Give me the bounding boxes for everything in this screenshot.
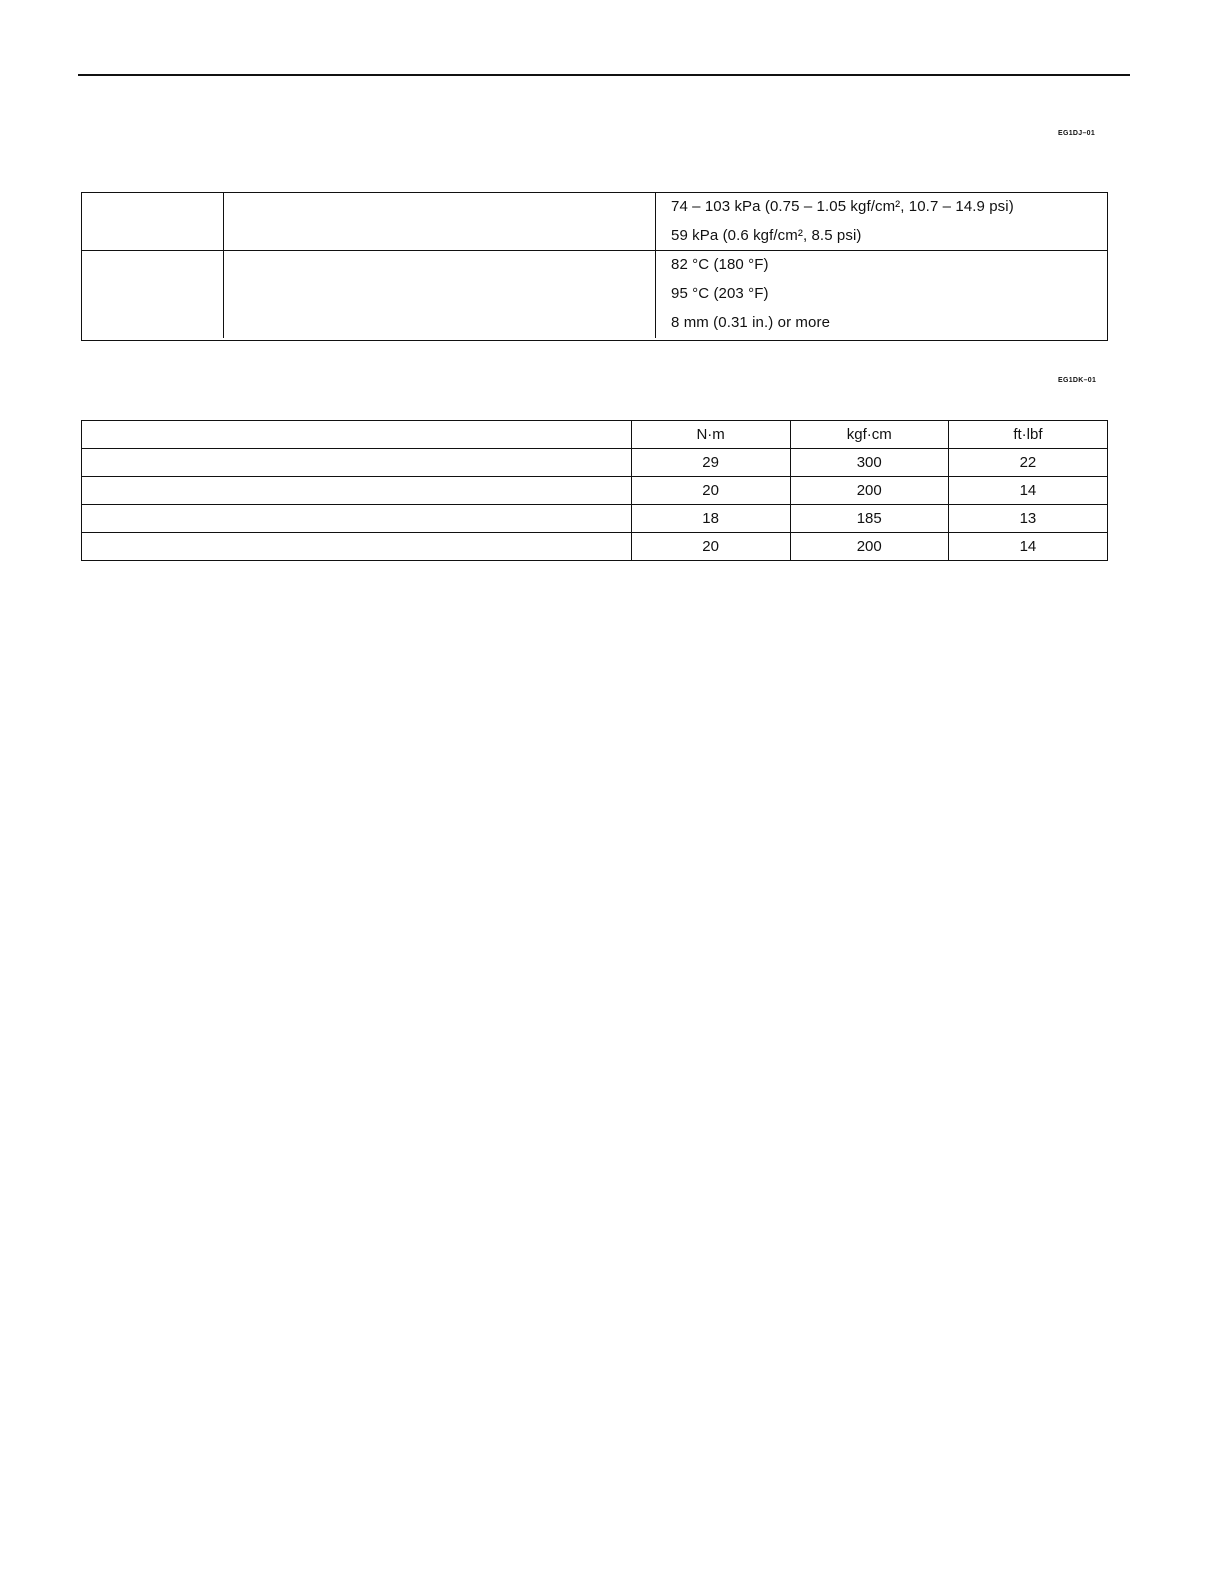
part-cell [82,477,632,505]
spec-condition-cell [223,250,656,338]
spec-value: 8 mm (0.31 in.) or more [671,314,831,331]
top-rule [78,74,1130,76]
spec-item-cell [82,193,224,250]
nm-cell: 20 [631,533,790,561]
table-row [82,505,1108,533]
part-cell [82,449,632,477]
ft-lbf-cell: 22 [948,449,1107,477]
spec-section-code: EG1DJ–01 [1058,130,1096,137]
table-row [82,449,1108,477]
kgf-cm-cell: 200 [790,477,948,505]
torque-section-code: EG1DK–01 [1058,377,1097,384]
spec-value: 82 °C (180 °F) [671,256,769,273]
nm-cell: 29 [631,449,790,477]
part-cell [82,505,632,533]
table-row [82,477,1108,505]
nm-header: N·m [631,421,790,449]
kgf-cm-cell: 185 [790,505,948,533]
torque-table [81,420,1108,561]
spec-value: 59 kPa (0.6 kgf/cm², 8.5 psi) [671,227,862,244]
table-row [82,533,1108,561]
ft-lbf-header: ft·lbf [948,421,1107,449]
torque-header-row [82,421,1108,449]
kgf-cm-cell: 200 [790,533,948,561]
spec-row [82,193,1107,251]
ft-lbf-cell: 14 [948,477,1107,505]
spec-value: 74 – 103 kPa (0.75 – 1.05 kgf/cm², 10.7 – 14.9 psi) [671,198,1014,215]
nm-cell: 20 [631,477,790,505]
part-header [82,421,632,449]
spec-value: 95 °C (203 °F) [671,285,769,302]
spec-values [671,192,1014,250]
ft-lbf-cell: 14 [948,533,1107,561]
spec-values [671,250,830,337]
ft-lbf-cell: 13 [948,505,1107,533]
kgf-cm-header: kgf·cm [790,421,948,449]
spec-row [82,250,1107,338]
part-cell [82,533,632,561]
specification-table [81,192,1108,341]
spec-condition-cell [223,193,656,250]
nm-cell: 18 [631,505,790,533]
kgf-cm-cell: 300 [790,449,948,477]
spec-item-cell [82,250,224,338]
